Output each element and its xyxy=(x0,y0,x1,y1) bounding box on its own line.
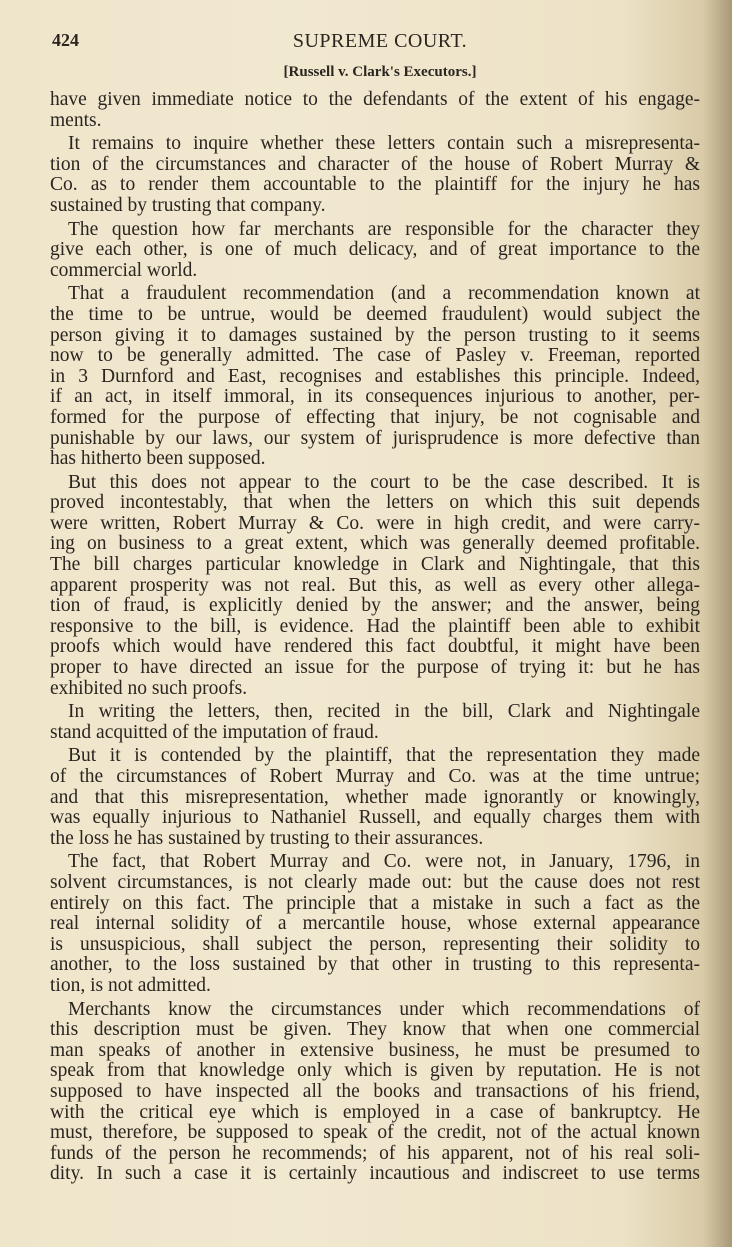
text-line: funds of the person he recommends; of his apparent, not of his real soli- xyxy=(50,1142,700,1164)
text-line: person giving it to damages sustained by the person trusting to it seems xyxy=(50,324,700,346)
text-line: if an act, in itself immoral, in its consequences injurious to another, per- xyxy=(50,386,700,408)
text-line: in 3 Durnford and East, recognises and establishes this principle. Indeed, xyxy=(50,365,700,387)
text-line: now to be generally admitted. The case of Pasley v. Freeman, reported xyxy=(50,345,700,367)
text-line: tion, is not admitted. xyxy=(50,974,211,996)
paragraph xyxy=(50,746,700,849)
text-line: exhibited no such proofs. xyxy=(50,677,248,699)
text-line: sustained by trusting that company. xyxy=(50,194,326,216)
text-line: is unsuspicious, shall subject the person, representing their solidity to xyxy=(50,933,700,955)
text-line: proper to have directed an issue for the purpose of trying it: but he has xyxy=(50,657,700,679)
text-line: and that this misrepresentation, whether made ignorantly or knowingly, xyxy=(50,786,700,808)
text-line: The fact, that Robert Murray and Co. were not, in January, 1796, in xyxy=(68,851,700,873)
paragraph xyxy=(50,473,700,700)
text-line: formed for the purpose of effecting that injury, be not cognisable and xyxy=(50,406,700,428)
text-line: tion of the circumstances and character of the house of Robert Murray & xyxy=(50,153,700,175)
text-line: have given immediate notice to the defendants of the extent of his engage- xyxy=(50,89,700,110)
text-line: of the circumstances of Robert Murray and Co. was at the time untrue; xyxy=(50,766,700,787)
text-line: responsive to the bill, is evidence. Had the plaintiff been able to exhibit xyxy=(50,615,700,637)
text-line: this description must be given. They know that when one commercial xyxy=(50,1019,700,1041)
text-line: solvent circumstances, is not clearly made out: but the cause does not rest xyxy=(50,871,700,893)
text-line: punishable by our laws, our system of jurisprudence is more defective than xyxy=(50,427,700,449)
running-head: SUPREME COURT. xyxy=(292,30,468,52)
text-line: the loss he has sustained by trusting to their assurances. xyxy=(50,827,484,849)
text-line: supposed to have inspected all the books and transactions of his friend, xyxy=(50,1080,700,1102)
text-line: the time to be untrue, would be deemed fraudulent) would subject the xyxy=(50,303,700,325)
text-line: It remains to inquire whether these letters contain such a misrepresenta- xyxy=(68,133,700,155)
text-line: proved incontestably, that when the letters on which this suit depends xyxy=(50,492,700,514)
text-line: ments. xyxy=(50,109,102,131)
text-line: commercial world. xyxy=(50,259,198,281)
text-line: But it is contended by the plaintiff, that the representation they made xyxy=(68,745,700,767)
text-line: The question how far merchants are responsible for the character they xyxy=(68,218,700,240)
text-line: were written, Robert Murray & Co. were in high credit, and were carry- xyxy=(50,512,700,534)
text-line: Merchants know the circumstances under which recommendations of xyxy=(68,998,700,1020)
text-line: proofs which would have rendered this fact doubtful, it might have been xyxy=(50,636,700,658)
text-line: speak from that knowledge only which is given by reputation. He is not xyxy=(50,1060,700,1082)
text-line: man speaks of another in extensive business, he must be presumed to xyxy=(50,1039,700,1061)
case-title: [Russell v. Clark's Executors.] xyxy=(283,64,477,80)
text-line: tion of fraud, is explicitly denied by the answer; and the answer, being xyxy=(50,595,700,617)
text-line: ing on business to a great extent, which was generally deemed profitable. xyxy=(50,533,700,555)
text-line: dity. In such a case it is certainly incautious and indiscreet to use terms xyxy=(50,1163,700,1185)
text-line: stand acquitted of the imputation of fraud. xyxy=(50,721,379,743)
text-line: must, therefore, be supposed to speak of the credit, not of the actual known xyxy=(50,1122,700,1144)
paragraph xyxy=(50,284,700,469)
paragraph xyxy=(50,90,700,131)
page-body xyxy=(50,90,700,1188)
paragraph xyxy=(50,1000,700,1185)
text-line: was equally injurious to Nathaniel Russell, and equally charges them with xyxy=(50,807,700,829)
text-line: Co. as to render them accountable to the plaintiff for the injury he has xyxy=(50,174,700,196)
text-line: The bill charges particular knowledge in Clark and Nightingale, that this xyxy=(50,554,700,576)
paragraph xyxy=(50,134,700,216)
text-line: apparent prosperity was not real. But this, as well as every other allega- xyxy=(50,574,700,596)
text-line: has hitherto been supposed. xyxy=(50,448,266,470)
text-line: That a fraudulent recommendation (and a recommendation known at xyxy=(68,283,700,305)
page-number: 424 xyxy=(52,30,79,50)
paragraph xyxy=(50,702,700,743)
paragraph xyxy=(50,220,700,282)
text-line: real internal solidity of a mercantile house, whose external appearance xyxy=(50,913,700,935)
text-line: another, to the loss sustained by that other in trusting to this representa- xyxy=(50,954,700,976)
text-line: give each other, is one of much delicacy, and of great importance to the xyxy=(50,239,700,261)
text-line: But this does not appear to the court to be the case described. It is xyxy=(68,471,700,493)
paragraph xyxy=(50,852,700,996)
text-line: entirely on this fact. The principle that a mistake in such a fact as the xyxy=(50,892,700,914)
text-line: with the critical eye which is employed in a case of bankruptcy. He xyxy=(50,1101,700,1123)
text-line: In writing the letters, then, recited in the bill, Clark and Nightingale xyxy=(68,701,700,723)
